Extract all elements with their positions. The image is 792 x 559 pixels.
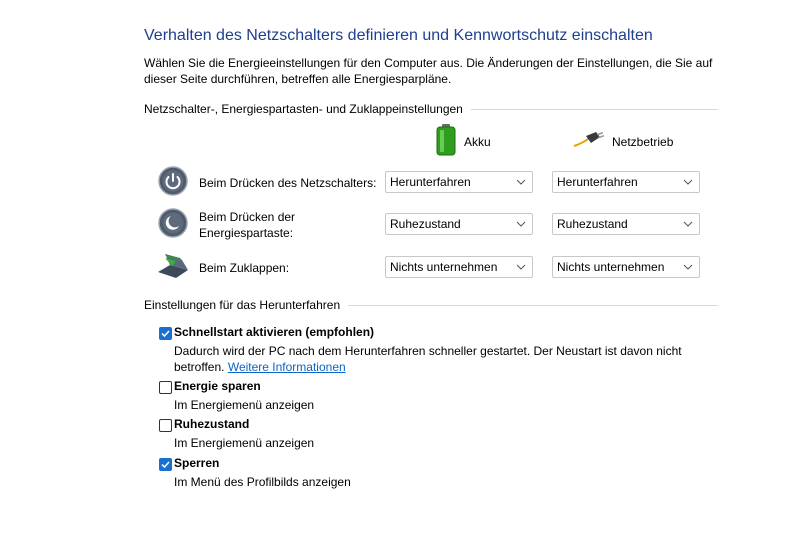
fast-startup-checkbox[interactable] xyxy=(159,327,172,340)
lock-checkbox[interactable] xyxy=(159,458,172,471)
more-info-link[interactable]: Weitere Informationen xyxy=(227,360,346,374)
plugged-column-label: Netzbetrieb xyxy=(612,134,674,149)
power-button-icon xyxy=(158,166,188,199)
lid-close-label: Beim Zuklappen: xyxy=(199,261,290,275)
lid-close-plugged-value: Nichts unternehmen xyxy=(557,260,665,274)
lid-close-plugged-select[interactable] xyxy=(552,256,700,278)
chevron-down-icon xyxy=(677,179,699,185)
lock-option-title[interactable]: Sperren xyxy=(174,456,220,470)
power-buttons-group-heading xyxy=(144,102,718,116)
sleep-button-battery-select[interactable] xyxy=(385,213,533,235)
sleep-button-label: Beim Drücken der Energiespartaste: xyxy=(199,210,296,240)
lid-close-battery-select[interactable] xyxy=(385,256,533,278)
sleep-button-icon xyxy=(158,208,188,241)
power-button-plugged-value: Herunterfahren xyxy=(557,175,638,189)
battery-icon xyxy=(436,124,456,159)
laptop-lid-icon xyxy=(156,252,190,283)
hibernate-option-title[interactable]: Ruhezustand xyxy=(174,417,250,431)
power-button-battery-select[interactable] xyxy=(385,171,533,193)
power-button-label: Beim Drücken des Netzschalters: xyxy=(199,176,377,190)
fast-startup-description xyxy=(174,343,694,375)
hibernate-checkbox[interactable] xyxy=(159,419,172,432)
chevron-down-icon xyxy=(510,179,532,185)
power-button-plugged-select[interactable] xyxy=(552,171,700,193)
fast-startup-desc-text: Dadurch wird der PC nach dem Herunterfahren schneller gestartet. Der Neustart ist davon nicht betroffen. xyxy=(174,344,682,374)
sleep-option-title[interactable]: Energie sparen xyxy=(174,379,261,393)
power-plug-icon xyxy=(572,132,604,151)
sleep-checkbox[interactable] xyxy=(159,381,172,394)
battery-column-label: Akku xyxy=(464,134,491,149)
sleep-option-description: Im Energiemenü anzeigen xyxy=(174,398,315,412)
checkmark-icon xyxy=(160,459,171,470)
sleep-button-plugged-value: Ruhezustand xyxy=(557,217,628,231)
group-divider xyxy=(348,305,718,306)
group-divider xyxy=(471,109,718,110)
page-intro: Wählen Sie die Energieeinstellungen für den Computer aus. Die Änderungen der Einstellungen, die Sie auf dieser Seite durchführen, betreffen alle Energiesparpläne. xyxy=(144,56,713,86)
shutdown-group-heading xyxy=(144,298,718,312)
sleep-button-battery-value: Ruhezustand xyxy=(390,217,461,231)
fast-startup-title[interactable]: Schnellstart aktivieren (empfohlen) xyxy=(174,325,375,339)
battery-column-header xyxy=(436,124,491,159)
plugged-column-header xyxy=(572,132,673,151)
page-title: Verhalten des Netzschalters definieren und Kennwortschutz einschalten xyxy=(144,27,653,44)
lid-close-battery-value: Nichts unternehmen xyxy=(390,260,498,274)
chevron-down-icon xyxy=(677,221,699,227)
hibernate-option-description: Im Energiemenü anzeigen xyxy=(174,436,315,450)
chevron-down-icon xyxy=(510,221,532,227)
shutdown-heading-text: Einstellungen für das Herunterfahren xyxy=(144,298,341,312)
power-buttons-heading-text: Netzschalter-, Energiespartasten- und Zuklappeinstellungen xyxy=(144,102,463,116)
chevron-down-icon xyxy=(677,264,699,270)
chevron-down-icon xyxy=(510,264,532,270)
lock-option-description: Im Menü des Profilbilds anzeigen xyxy=(174,475,351,489)
power-button-battery-value: Herunterfahren xyxy=(390,175,471,189)
checkmark-icon xyxy=(160,328,171,339)
sleep-button-plugged-select[interactable] xyxy=(552,213,700,235)
